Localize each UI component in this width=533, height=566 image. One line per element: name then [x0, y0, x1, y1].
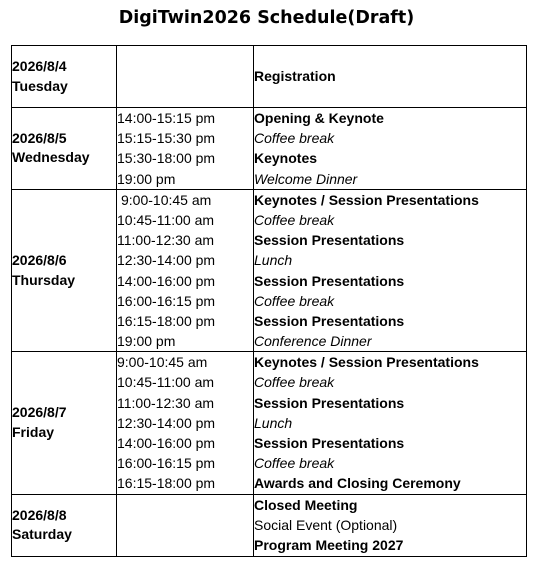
day-weekday: Tuesday [12, 77, 68, 94]
event-label: Social Event (Optional) [254, 516, 398, 533]
event-cell [254, 189, 527, 352]
time-slot: 10:45-11:00 am [117, 211, 215, 228]
time-slot: 9:00-10:45 am [117, 354, 208, 371]
day-row-wednesday [12, 108, 527, 190]
day-weekday: Friday [12, 423, 55, 440]
time-slot: 10:45-11:00 am [117, 374, 215, 391]
event-label: Keynotes / Session Presentations [254, 354, 479, 371]
event-label: Lunch [254, 252, 293, 269]
event-label: Session Presentations [254, 232, 405, 249]
time-cell [117, 46, 254, 108]
day-weekday: Saturday [12, 526, 72, 543]
event-cell [254, 352, 527, 494]
day-cell [12, 108, 117, 190]
page-title: DigiTwin2026 Schedule(Draft) [118, 8, 415, 28]
time-slot: 11:00-12:30 am [117, 232, 215, 249]
time-cell [117, 108, 254, 190]
time-cell [117, 352, 254, 494]
time-slot: 19:00 pm [117, 333, 176, 350]
event-label: Lunch [254, 414, 293, 431]
event-label: Session Presentations [254, 394, 405, 411]
day-weekday: Thursday [12, 271, 76, 288]
time-slot: 16:00-16:15 pm [117, 455, 216, 472]
day-cell [12, 189, 117, 352]
day-date: 2026/8/5 [12, 129, 67, 146]
time-slot: 12:30-14:00 pm [117, 252, 216, 269]
event-label: Session Presentations [254, 312, 405, 329]
day-weekday: Wednesday [12, 149, 90, 166]
day-row-thursday [12, 189, 527, 352]
time-slot: 14:00-15:15 pm [117, 110, 216, 126]
time-slot: 16:00-16:15 pm [117, 292, 216, 309]
time-slot: 16:15-18:00 pm [117, 475, 216, 492]
time-slot: 16:15-18:00 pm [117, 312, 216, 329]
day-date: 2026/8/7 [12, 404, 67, 421]
day-date: 2026/8/8 [12, 506, 67, 523]
time-cell [117, 189, 254, 352]
event-label: Coffee break [254, 292, 335, 309]
event-label: Opening & Keynote [254, 110, 384, 126]
day-cell [12, 352, 117, 494]
time-slot: 14:00-16:00 pm [117, 435, 216, 451]
time-slot: 15:15-15:30 pm [117, 130, 216, 147]
event-label: Coffee break [254, 211, 335, 228]
time-slot: 15:30-18:00 pm [117, 150, 216, 167]
event-label: Conference Dinner [254, 333, 372, 350]
event-label: Program Meeting 2027 [254, 537, 404, 554]
time-cell [117, 494, 254, 556]
event-cell [254, 494, 527, 556]
event-label: Keynotes [254, 150, 318, 167]
event-label: Coffee break [254, 130, 335, 147]
time-slot: 9:00-10:45 am [121, 191, 212, 208]
event-label: Registration [254, 68, 336, 85]
event-label: Coffee break [254, 455, 335, 472]
day-cell [12, 494, 117, 556]
schedule-table [11, 45, 527, 557]
day-row-saturday [12, 494, 527, 556]
event-label: Closed Meeting [254, 496, 358, 513]
event-label: Welcome Dinner [254, 170, 358, 187]
event-label: Session Presentations [254, 435, 405, 451]
event-label: Session Presentations [254, 272, 405, 289]
time-slot: 11:00-12:30 am [117, 394, 215, 411]
event-cell [254, 108, 527, 190]
event-label: Awards and Closing Ceremony [254, 475, 461, 492]
day-date: 2026/8/6 [12, 252, 67, 268]
time-slot: 19:00 pm [117, 170, 176, 187]
day-date: 2026/8/4 [12, 58, 67, 74]
time-slot: 12:30-14:00 pm [117, 414, 216, 431]
event-label: Coffee break [254, 374, 335, 391]
day-cell [12, 46, 117, 108]
day-row-friday [12, 352, 527, 494]
day-row-tuesday [12, 46, 527, 108]
event-cell [254, 46, 527, 108]
event-label: Keynotes / Session Presentations [254, 191, 479, 208]
time-slot: 14:00-16:00 pm [117, 272, 216, 289]
